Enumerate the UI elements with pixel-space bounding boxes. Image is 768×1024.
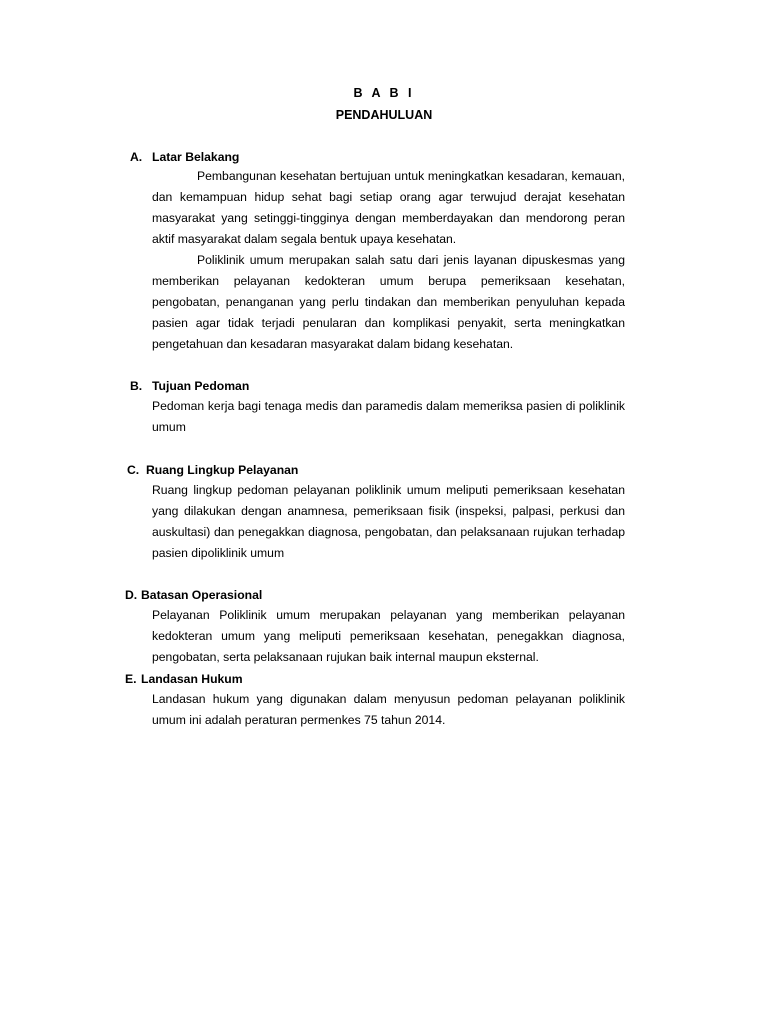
section-paragraph: Pedoman kerja bagi tenaga medis dan paramedis dalam memeriksa pasien di poliklinik umum (152, 399, 625, 434)
section-paragraph: Pelayanan Poliklinik umum merupakan pelayanan yang memberikan pelayanan kedokteran umum yang meliputi pemeriksaan kesehatan, penegakkan diagnosa, pengobatan, serta pelaksanaan rujukan baik internal maupun eksternal. (152, 608, 625, 664)
section-letter: C. (127, 463, 140, 477)
section-paragraph: Ruang lingkup pedoman pelayanan poliklinik umum meliputi pemeriksaan kesehatan yang dilakukan dengan anamnesa, pemeriksaan fisik (inspeksi, palpasi, perkusi dan auskultasi) dan penegakkan diagnosa, pengobatan, dan pelaksanaan rujukan terhadap pasien dipoliklinik umum (152, 483, 625, 560)
section-title: Ruang Lingkup Pelayanan (146, 463, 299, 477)
section-heading-latar-belakang (130, 150, 239, 164)
section-paragraph: Pembangunan kesehatan bertujuan untuk meningkatkan kesadaran, kemauan, dan kemampuan hidup sehat bagi setiap orang agar terwujud derajat kesehatan masyarakat yang setinggi-tingginya dengan memberdayakan dan mendorong peran aktif masyarakat dalam segala bentuk upaya kesehatan. (152, 169, 625, 246)
section-paragraph: Poliklinik umum merupakan salah satu dari jenis layanan dipuskesmas yang memberikan pelayanan kedokteran umum berupa pemeriksaan kesehatan, pengobatan, penanganan yang perlu tindakan dan memberikan penyuluhan kepada pasien agar tidak terjadi penularan dan komplikasi penyakit, serta meningkatkan pengetahuan dan kesadaran masyarakat dalam bidang kesehatan. (152, 253, 625, 351)
chapter-number: B A B I (353, 86, 415, 100)
section-title: Latar Belakang (152, 150, 240, 164)
section-letter: A. (130, 150, 143, 164)
chapter-title: PENDAHULUAN (335, 108, 433, 122)
section-heading-ruang-lingkup (127, 463, 298, 477)
section-heading-landasan-hukum (125, 672, 243, 686)
section-heading-batasan-operasional (125, 588, 262, 602)
section-title: Tujuan Pedoman (152, 379, 250, 393)
section-letter: E. (125, 672, 137, 686)
section-paragraph: Landasan hukum yang digunakan dalam menyusun pedoman pelayanan poliklinik umum ini adalah peraturan permenkes 75 tahun 2014. (152, 692, 625, 727)
section-letter: B. (130, 379, 143, 393)
section-heading-tujuan-pedoman (130, 379, 249, 393)
section-letter: D. (125, 588, 138, 602)
section-title: Batasan Operasional (141, 588, 263, 602)
section-title: Landasan Hukum (141, 672, 243, 686)
